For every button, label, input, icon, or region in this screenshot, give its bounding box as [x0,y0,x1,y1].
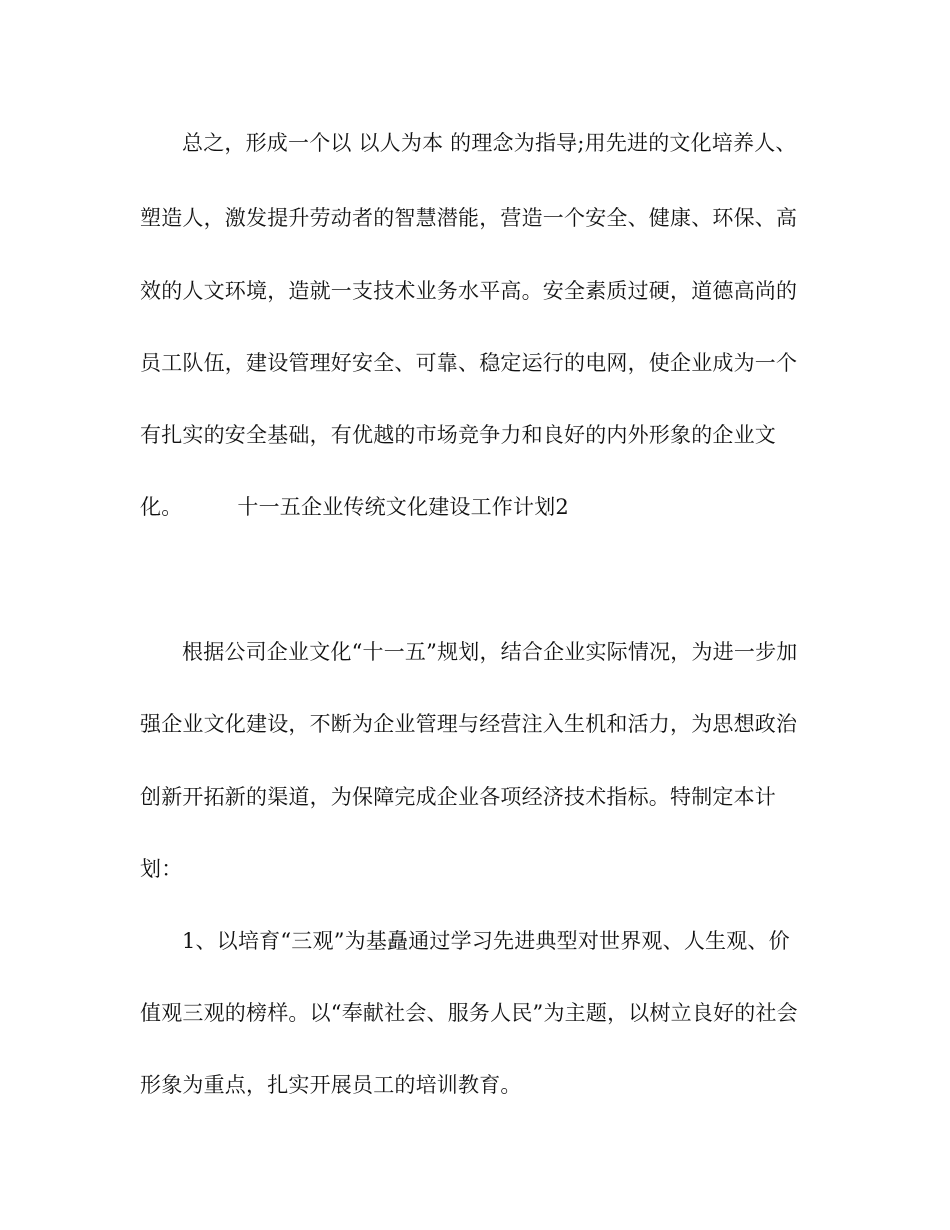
paragraph-1-line-6-with-heading: 化。 十一五企业传统文化建设工作计划2 [140,495,569,519]
paragraph-1-line-1: 总之，形成一个以 以人为本 的理念为指导;用先进的文化培养人、 [182,131,797,155]
paragraph-3-line-3: 形象为重点，扎实开展员工的培训教育。 [140,1073,522,1097]
paragraph-2-line-3: 创新开拓新的渠道，为保障完成企业各项经济技术指标。特制定本计 [140,785,776,809]
paragraph-1-line-5: 有扎实的安全基础，有优越的市场竞争力和良好的内外形象的企业文 [140,423,776,447]
paragraph-2-line-4: 划： [140,857,183,881]
paragraph-1-line-2: 塑造人，激发提升劳动者的智慧潜能，营造一个安全、健康、环保、高 [140,206,798,230]
paragraph-2-line-2: 强企业文化建设，不断为企业管理与经营注入生机和活力，为思想政治 [140,712,798,736]
paragraph-2-line-1: 根据公司企业文化“十一五”规划，结合企业实际情况，为进一步加 [182,640,798,664]
paragraph-1-line-3: 效的人文环境，造就一支技术业务水平高。安全素质过硬，道德高尚的 [140,279,798,303]
paragraph-3-line-2: 值观三观的榜样。以“奉献社会、服务人民”为主题，以树立良好的社会 [140,1001,798,1025]
paragraph-3-line-1: 1、以培育“三观”为基矗通过学习先进典型对世界观、人生观、价 [182,929,790,953]
paragraph-1-line-4: 员工队伍，建设管理好安全、可靠、稳定运行的电网，使企业成为一个 [140,351,798,375]
